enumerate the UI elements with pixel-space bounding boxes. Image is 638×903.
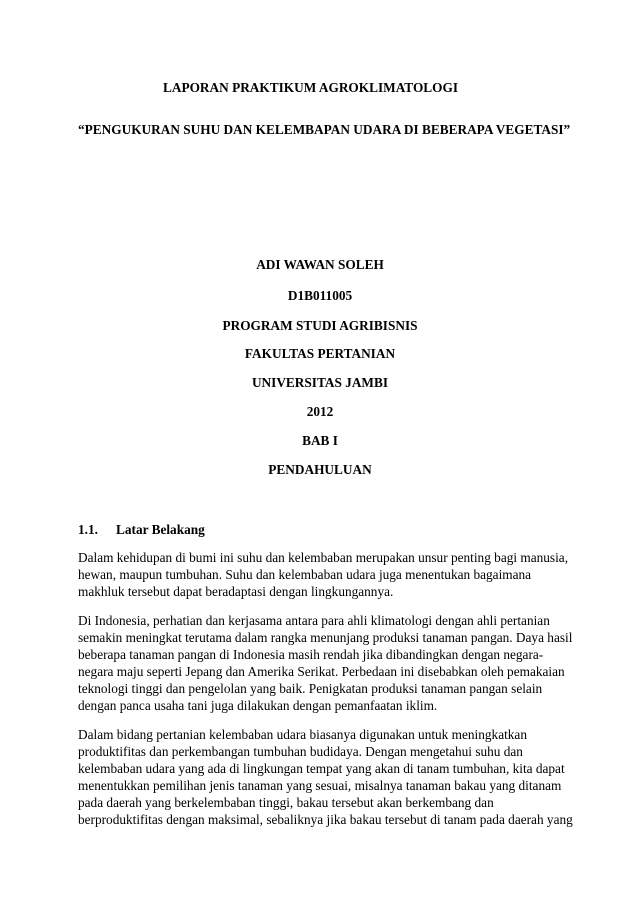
study-program: PROGRAM STUDI AGRIBISNIS bbox=[222, 318, 418, 333]
paragraph-line: berproduktifitas dengan maksimal, sebaliknya jika bakau tersebut di tanam pada daerah yang bbox=[78, 812, 573, 827]
paragraph-line: negara maju seperti Jepang dan Amerika Serikat. Perbedaan ini disebabkan oleh pemakaian bbox=[78, 664, 565, 679]
year: 2012 bbox=[306, 404, 334, 419]
chapter-title: PENDAHULUAN bbox=[268, 462, 372, 477]
paragraph-line: pada daerah yang berkelembaban tinggi, bakau tersebut akan berkembang dan bbox=[78, 795, 494, 810]
paragraph-line: Dalam bidang pertanian kelembaban udara biasanya digunakan untuk meningkatkan bbox=[78, 727, 527, 742]
paragraph-line: makhluk tersebut dapat beradaptasi dengan lingkungannya. bbox=[78, 584, 394, 599]
paragraph-line: menentukkan pemilihan jenis tanaman yang sesuai, misalnya tanaman bakau yang ditanam bbox=[78, 778, 562, 793]
faculty: FAKULTAS PERTANIAN bbox=[244, 346, 396, 361]
report-subtitle: “PENGUKURAN SUHU DAN KELEMBAPAN UDARA DI BEBERAPA VEGETASI” bbox=[78, 122, 571, 137]
paragraph-line: produktifitas dan perkembangan tumbuhan budidaya. Dengan mengetahui suhu dan bbox=[78, 744, 523, 759]
paragraph-line: Di Indonesia, perhatian dan kerjasama antara para ahli klimatologi dengan ahli pertanian bbox=[78, 613, 550, 628]
paragraph-line: Dalam kehidupan di bumi ini suhu dan kelembaban merupakan unsur penting bagi manusia, bbox=[78, 550, 569, 565]
paragraph-line: dengan panca usaha tani juga dilakukan dengan pemanfaatan iklim. bbox=[78, 698, 438, 713]
paragraph-line: hewan, maupun tumbuhan. Suhu dan kelembaban udara juga menentukan bagaimana bbox=[78, 567, 532, 582]
paragraph-line: beberapa tanaman pangan di Indonesia masih rendah jika dibandingkan dengan negara- bbox=[78, 647, 544, 662]
university: UNIVERSITAS JAMBI bbox=[251, 375, 389, 390]
section-number: 1.1. bbox=[78, 522, 98, 537]
author-name: ADI WAWAN SOLEH bbox=[256, 257, 384, 272]
section-title: Latar Belakang bbox=[116, 522, 205, 537]
paragraph-line: kelembaban udara yang ada di lingkungan tempat yang akan di tanam tumbuhan, kita dapat bbox=[78, 761, 565, 776]
chapter-number: BAB I bbox=[302, 433, 338, 448]
student-id: D1B011005 bbox=[287, 288, 353, 303]
paragraph-line: teknologi tinggi dan pengelolan yang baik. Penigkatan produksi tanaman pangan selain bbox=[78, 681, 543, 696]
paragraph-line: semakin meningkat terutama dalam rangka menunjang produksi tanaman pangan. Daya hasil bbox=[78, 630, 573, 645]
report-title: LAPORAN PRAKTIKUM AGROKLIMATOLOGI bbox=[163, 80, 459, 95]
